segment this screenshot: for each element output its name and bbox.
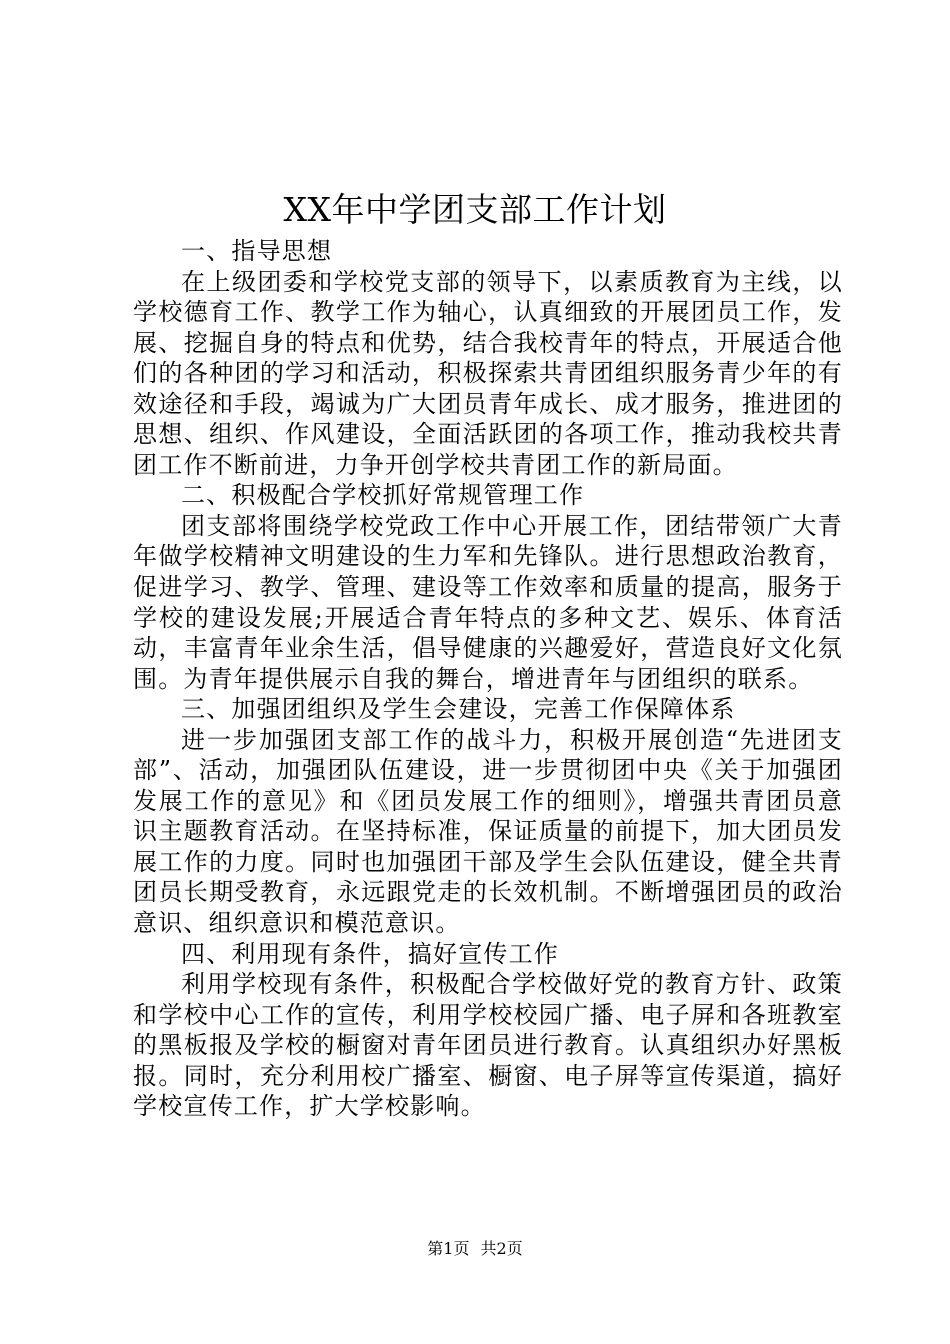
- section-heading: 一、指导思想: [181, 237, 333, 265]
- section-paragraph: 进一步加强团支部工作的战斗力，积极开展创造“先进团支部”、活动，加强团队伍建设，进一步贯彻团中央《关于加强团发展工作的意见》和《团员发展工作的细则》，增强共青团员意识主题教育活动。在坚持标准，保证质量的前提下，加大团员发展工作的力度。同时也加强团干部及学生会队伍建设，健全共青团员长期受教育，永远跟党走的长效机制。不断增强团员的政治意识、组织意识和模范意识。: [133, 725, 843, 938]
- page-number: 第1页: [427, 1239, 470, 1258]
- section-paragraph: 在上级团委和学校党支部的领导下，以素质教育为主线，以学校德育工作、教学工作为轴心，认真细致的开展团员工作，发展、挖掘自身的特点和优势，结合我校青年的特点，开展适合他们的各种团的学习和活动，积极探索共青团组织服务青少年的有效途径和手段，竭诚为广大团员青年成长、成才服务，推进团的思想、组织、作风建设，全面活跃团的各项工作，推动我校共青团工作不断前进，力争开创学校共青团工作的新局面。: [133, 267, 843, 479]
- section-paragraph: 团支部将围绕学校党政工作中心开展工作，团结带领广大青年做学校精神文明建设的生力军和先锋队。进行思想政治教育，促进学习、教学、管理、建设等工作效率和质量的提高，服务于学校的建设发展;开展适合青年特点的多种文艺、娱乐、体育活动，丰富青年业余生活，倡导健康的兴趣爱好，营造良好文化氛围。为青年提供展示自我的舞台，增进青年与团组织的联系。: [133, 511, 843, 693]
- section-heading: 三、加强团组织及学生会建设，完善工作保障体系: [181, 695, 736, 724]
- section-heading: 二、积极配合学校抓好常规管理工作: [181, 481, 585, 510]
- page-total: 共2页: [480, 1239, 523, 1258]
- section-heading: 四、利用现有条件，搞好宣传工作: [181, 939, 559, 968]
- section-paragraph: 利用学校现有条件，积极配合学校做好党的教育方针、政策和学校中心工作的宣传，利用学校校园广播、电子屏和各班教室的黑板报及学校的橱窗对青年团员进行教育。认真组织办好黑板报。同时，充分利用校广播室、橱窗、电子屏等宣传渠道，搞好学校宣传工作，扩大学校影响。: [133, 970, 843, 1121]
- document-title: XX年中学团支部工作计划: [283, 190, 667, 229]
- document-body: [133, 236, 843, 1122]
- page-footer: [0, 1237, 950, 1261]
